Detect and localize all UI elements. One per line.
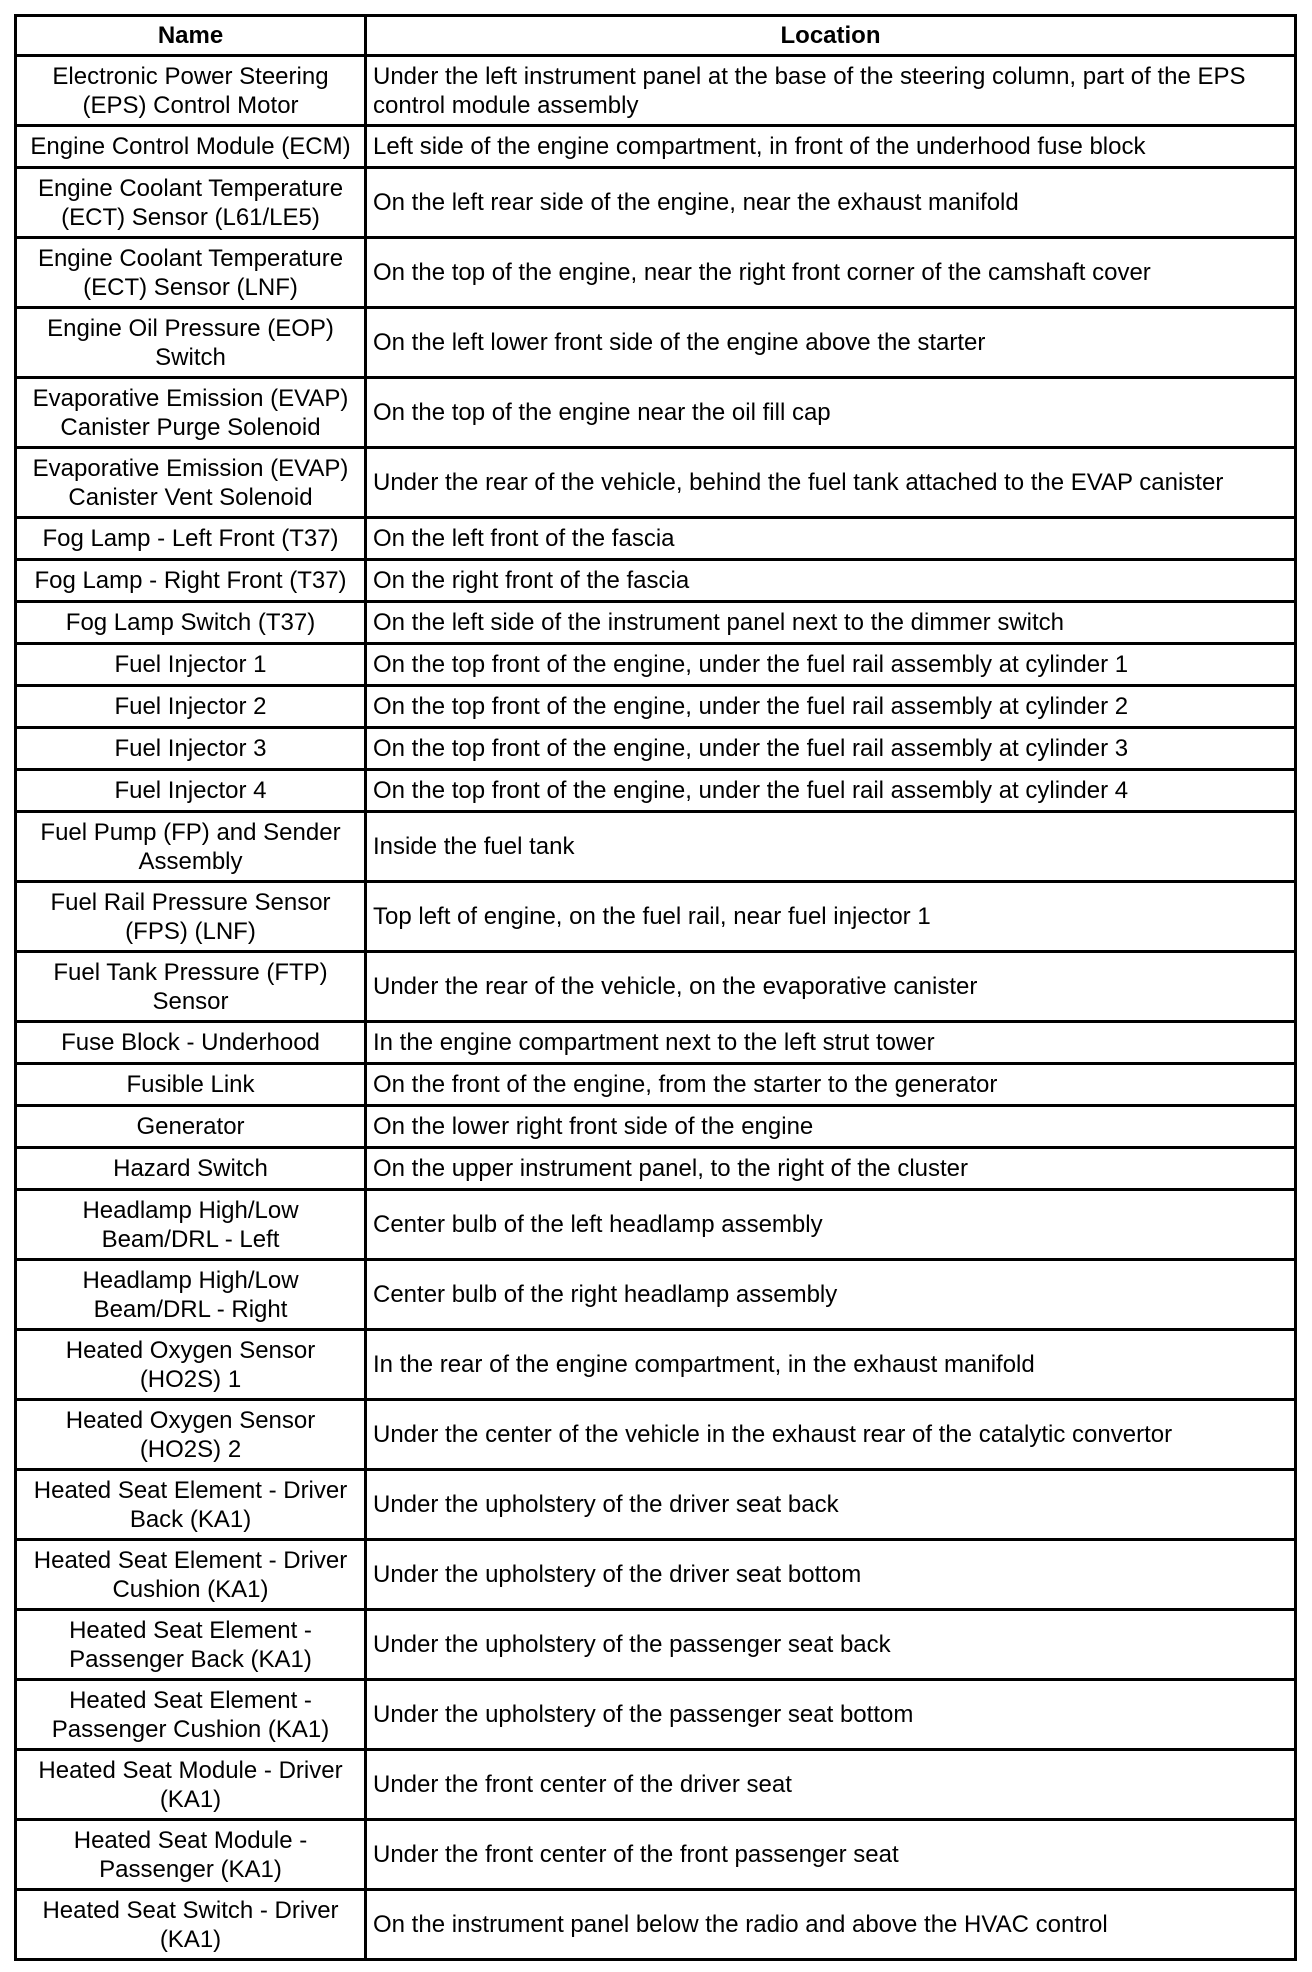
name-cell: Generator <box>16 1106 366 1148</box>
table-row <box>16 1470 1296 1540</box>
location-cell: Under the upholstery of the passenger seat back <box>366 1610 1296 1680</box>
name-cell: Fuse Block - Underhood <box>16 1022 366 1064</box>
table-row <box>16 1400 1296 1470</box>
name-cell: Fuel Injector 4 <box>16 770 366 812</box>
table-row <box>16 1750 1296 1820</box>
location-column-header: Location <box>366 16 1296 56</box>
table-row <box>16 1022 1296 1064</box>
name-cell: Heated Seat Module - Driver (KA1) <box>16 1750 366 1820</box>
table-row <box>16 686 1296 728</box>
component-location-table <box>14 14 1297 1961</box>
name-cell: Fog Lamp - Right Front (T37) <box>16 560 366 602</box>
name-cell: Engine Coolant Temperature (ECT) Sensor (LNF) <box>16 238 366 308</box>
name-cell: Fog Lamp - Left Front (T37) <box>16 518 366 560</box>
table-row <box>16 882 1296 952</box>
name-cell: Evaporative Emission (EVAP) Canister Vent Solenoid <box>16 448 366 518</box>
name-cell: Heated Oxygen Sensor (HO2S) 2 <box>16 1400 366 1470</box>
name-cell: Engine Control Module (ECM) <box>16 126 366 168</box>
name-cell: Headlamp High/Low Beam/DRL - Left <box>16 1190 366 1260</box>
table-row <box>16 1610 1296 1680</box>
location-cell: On the top front of the engine, under the fuel rail assembly at cylinder 2 <box>366 686 1296 728</box>
location-cell: Center bulb of the left headlamp assembly <box>366 1190 1296 1260</box>
location-cell: Under the upholstery of the driver seat bottom <box>366 1540 1296 1610</box>
location-cell: On the left front of the fascia <box>366 518 1296 560</box>
table-row <box>16 518 1296 560</box>
table-row <box>16 952 1296 1022</box>
table-row <box>16 1260 1296 1330</box>
table-row <box>16 238 1296 308</box>
table-row <box>16 168 1296 238</box>
table-row <box>16 1064 1296 1106</box>
table-row <box>16 812 1296 882</box>
location-cell: On the left lower front side of the engine above the starter <box>366 308 1296 378</box>
table-row <box>16 1106 1296 1148</box>
name-cell: Engine Coolant Temperature (ECT) Sensor (L61/LE5) <box>16 168 366 238</box>
table-row <box>16 378 1296 448</box>
header-row <box>16 16 1296 56</box>
location-cell: Center bulb of the right headlamp assembly <box>366 1260 1296 1330</box>
location-cell: Under the upholstery of the passenger seat bottom <box>366 1680 1296 1750</box>
name-cell: Heated Oxygen Sensor (HO2S) 1 <box>16 1330 366 1400</box>
location-cell: On the top front of the engine, under the fuel rail assembly at cylinder 3 <box>366 728 1296 770</box>
table-row <box>16 560 1296 602</box>
name-cell: Electronic Power Steering (EPS) Control Motor <box>16 56 366 126</box>
table-row <box>16 1330 1296 1400</box>
location-cell: On the left rear side of the engine, near the exhaust manifold <box>366 168 1296 238</box>
name-cell: Fuel Rail Pressure Sensor (FPS) (LNF) <box>16 882 366 952</box>
name-cell: Heated Seat Element - Driver Cushion (KA1) <box>16 1540 366 1610</box>
location-cell: On the top front of the engine, under the fuel rail assembly at cylinder 1 <box>366 644 1296 686</box>
name-cell: Fuel Injector 2 <box>16 686 366 728</box>
name-cell: Fuel Injector 3 <box>16 728 366 770</box>
location-cell: Under the front center of the driver seat <box>366 1750 1296 1820</box>
location-cell: Top left of engine, on the fuel rail, near fuel injector 1 <box>366 882 1296 952</box>
name-cell: Hazard Switch <box>16 1148 366 1190</box>
name-cell: Engine Oil Pressure (EOP) Switch <box>16 308 366 378</box>
name-cell: Heated Seat Element - Driver Back (KA1) <box>16 1470 366 1540</box>
table-row <box>16 1680 1296 1750</box>
location-cell: Under the rear of the vehicle, behind the fuel tank attached to the EVAP canister <box>366 448 1296 518</box>
table-row <box>16 602 1296 644</box>
table-row <box>16 1148 1296 1190</box>
name-cell: Heated Seat Module - Passenger (KA1) <box>16 1820 366 1890</box>
table-row <box>16 126 1296 168</box>
location-cell: On the front of the engine, from the starter to the generator <box>366 1064 1296 1106</box>
location-cell: On the right front of the fascia <box>366 560 1296 602</box>
name-cell: Fuel Pump (FP) and Sender Assembly <box>16 812 366 882</box>
location-cell: Under the front center of the front passenger seat <box>366 1820 1296 1890</box>
table-row <box>16 56 1296 126</box>
table-row <box>16 770 1296 812</box>
location-cell: Under the center of the vehicle in the exhaust rear of the catalytic convertor <box>366 1400 1296 1470</box>
name-cell: Fuel Injector 1 <box>16 644 366 686</box>
name-cell: Fog Lamp Switch (T37) <box>16 602 366 644</box>
location-cell: On the top of the engine, near the right front corner of the camshaft cover <box>366 238 1296 308</box>
location-cell: Left side of the engine compartment, in front of the underhood fuse block <box>366 126 1296 168</box>
table-row <box>16 308 1296 378</box>
table-row <box>16 1190 1296 1260</box>
table-row <box>16 1890 1296 1960</box>
name-cell: Heated Seat Element - Passenger Cushion (KA1) <box>16 1680 366 1750</box>
name-cell: Evaporative Emission (EVAP) Canister Purge Solenoid <box>16 378 366 448</box>
table-row <box>16 1820 1296 1890</box>
table-row <box>16 728 1296 770</box>
location-cell: On the upper instrument panel, to the right of the cluster <box>366 1148 1296 1190</box>
table-row <box>16 1540 1296 1610</box>
name-cell: Heated Seat Element - Passenger Back (KA1) <box>16 1610 366 1680</box>
location-cell: On the top front of the engine, under the fuel rail assembly at cylinder 4 <box>366 770 1296 812</box>
table-row <box>16 448 1296 518</box>
location-cell: Under the upholstery of the driver seat back <box>366 1470 1296 1540</box>
location-cell: Inside the fuel tank <box>366 812 1296 882</box>
location-cell: On the top of the engine near the oil fill cap <box>366 378 1296 448</box>
table-row <box>16 644 1296 686</box>
table-body <box>16 56 1296 1960</box>
name-cell: Heated Seat Switch - Driver (KA1) <box>16 1890 366 1960</box>
location-cell: Under the rear of the vehicle, on the evaporative canister <box>366 952 1296 1022</box>
name-cell: Fuel Tank Pressure (FTP) Sensor <box>16 952 366 1022</box>
name-column-header: Name <box>16 16 366 56</box>
location-cell: On the instrument panel below the radio and above the HVAC control <box>366 1890 1296 1960</box>
location-cell: On the left side of the instrument panel next to the dimmer switch <box>366 602 1296 644</box>
location-cell: Under the left instrument panel at the base of the steering column, part of the EPS control module assembly <box>366 56 1296 126</box>
location-cell: In the engine compartment next to the left strut tower <box>366 1022 1296 1064</box>
name-cell: Headlamp High/Low Beam/DRL - Right <box>16 1260 366 1330</box>
location-cell: On the lower right front side of the engine <box>366 1106 1296 1148</box>
name-cell: Fusible Link <box>16 1064 366 1106</box>
location-cell: In the rear of the engine compartment, in the exhaust manifold <box>366 1330 1296 1400</box>
